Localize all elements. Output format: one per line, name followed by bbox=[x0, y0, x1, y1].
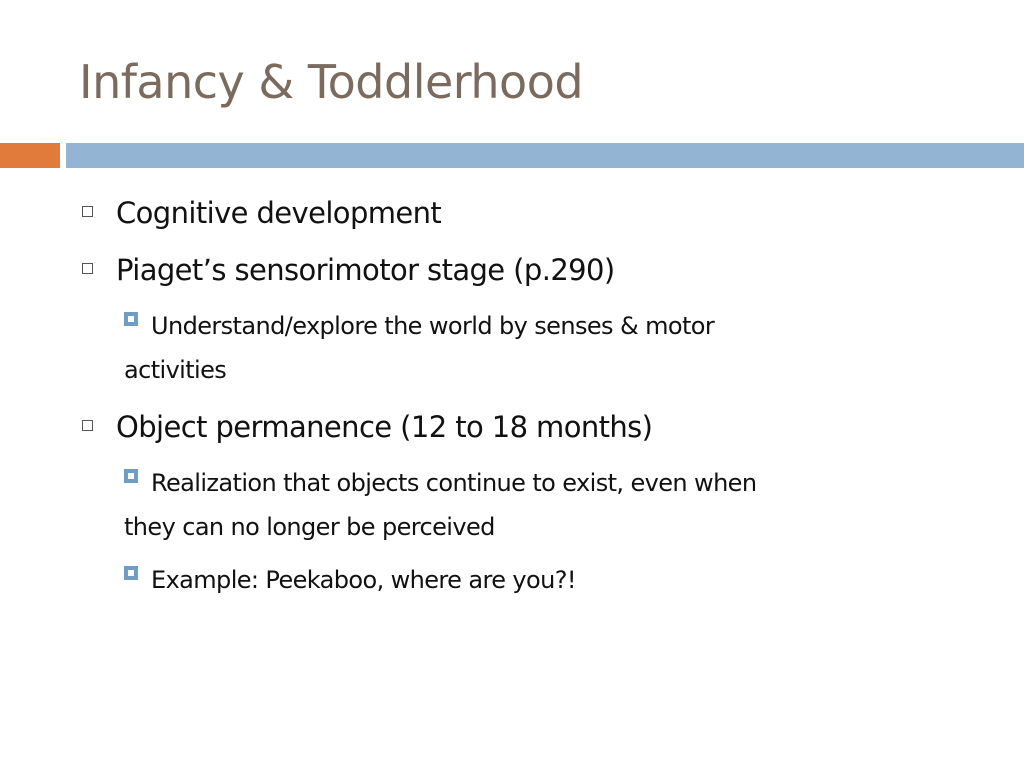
bullet-text: Cognitive development bbox=[116, 196, 442, 230]
slide-title: Infancy & Toddlerhood bbox=[79, 55, 584, 109]
sub-bullet-line: Understand/explore the world by senses & motor bbox=[151, 312, 715, 340]
sub-bullet-text bbox=[124, 304, 921, 392]
bullet-text: Object permanence (12 to 18 months) bbox=[116, 410, 653, 444]
bullet-text: Piaget’s sensorimotor stage (p.290) bbox=[116, 253, 615, 287]
sub-bullet-line: Example: Peekaboo, where are you?! bbox=[151, 566, 576, 594]
hollow-square-icon bbox=[82, 420, 93, 431]
filled-square-bullet-icon bbox=[124, 469, 138, 483]
sub-bullet-text bbox=[151, 558, 921, 602]
hollow-square-icon bbox=[82, 263, 93, 274]
sub-bullet-text bbox=[124, 461, 921, 549]
filled-square-bullet-icon bbox=[124, 312, 138, 326]
sub-bullet-line: Realization that objects continue to exist, even when bbox=[151, 469, 757, 497]
filled-square-bullet-icon bbox=[124, 566, 138, 580]
sub-bullet-line: activities bbox=[124, 356, 227, 384]
hollow-square-icon bbox=[82, 206, 93, 217]
sub-bullet-line: they can no longer be perceived bbox=[124, 513, 495, 541]
